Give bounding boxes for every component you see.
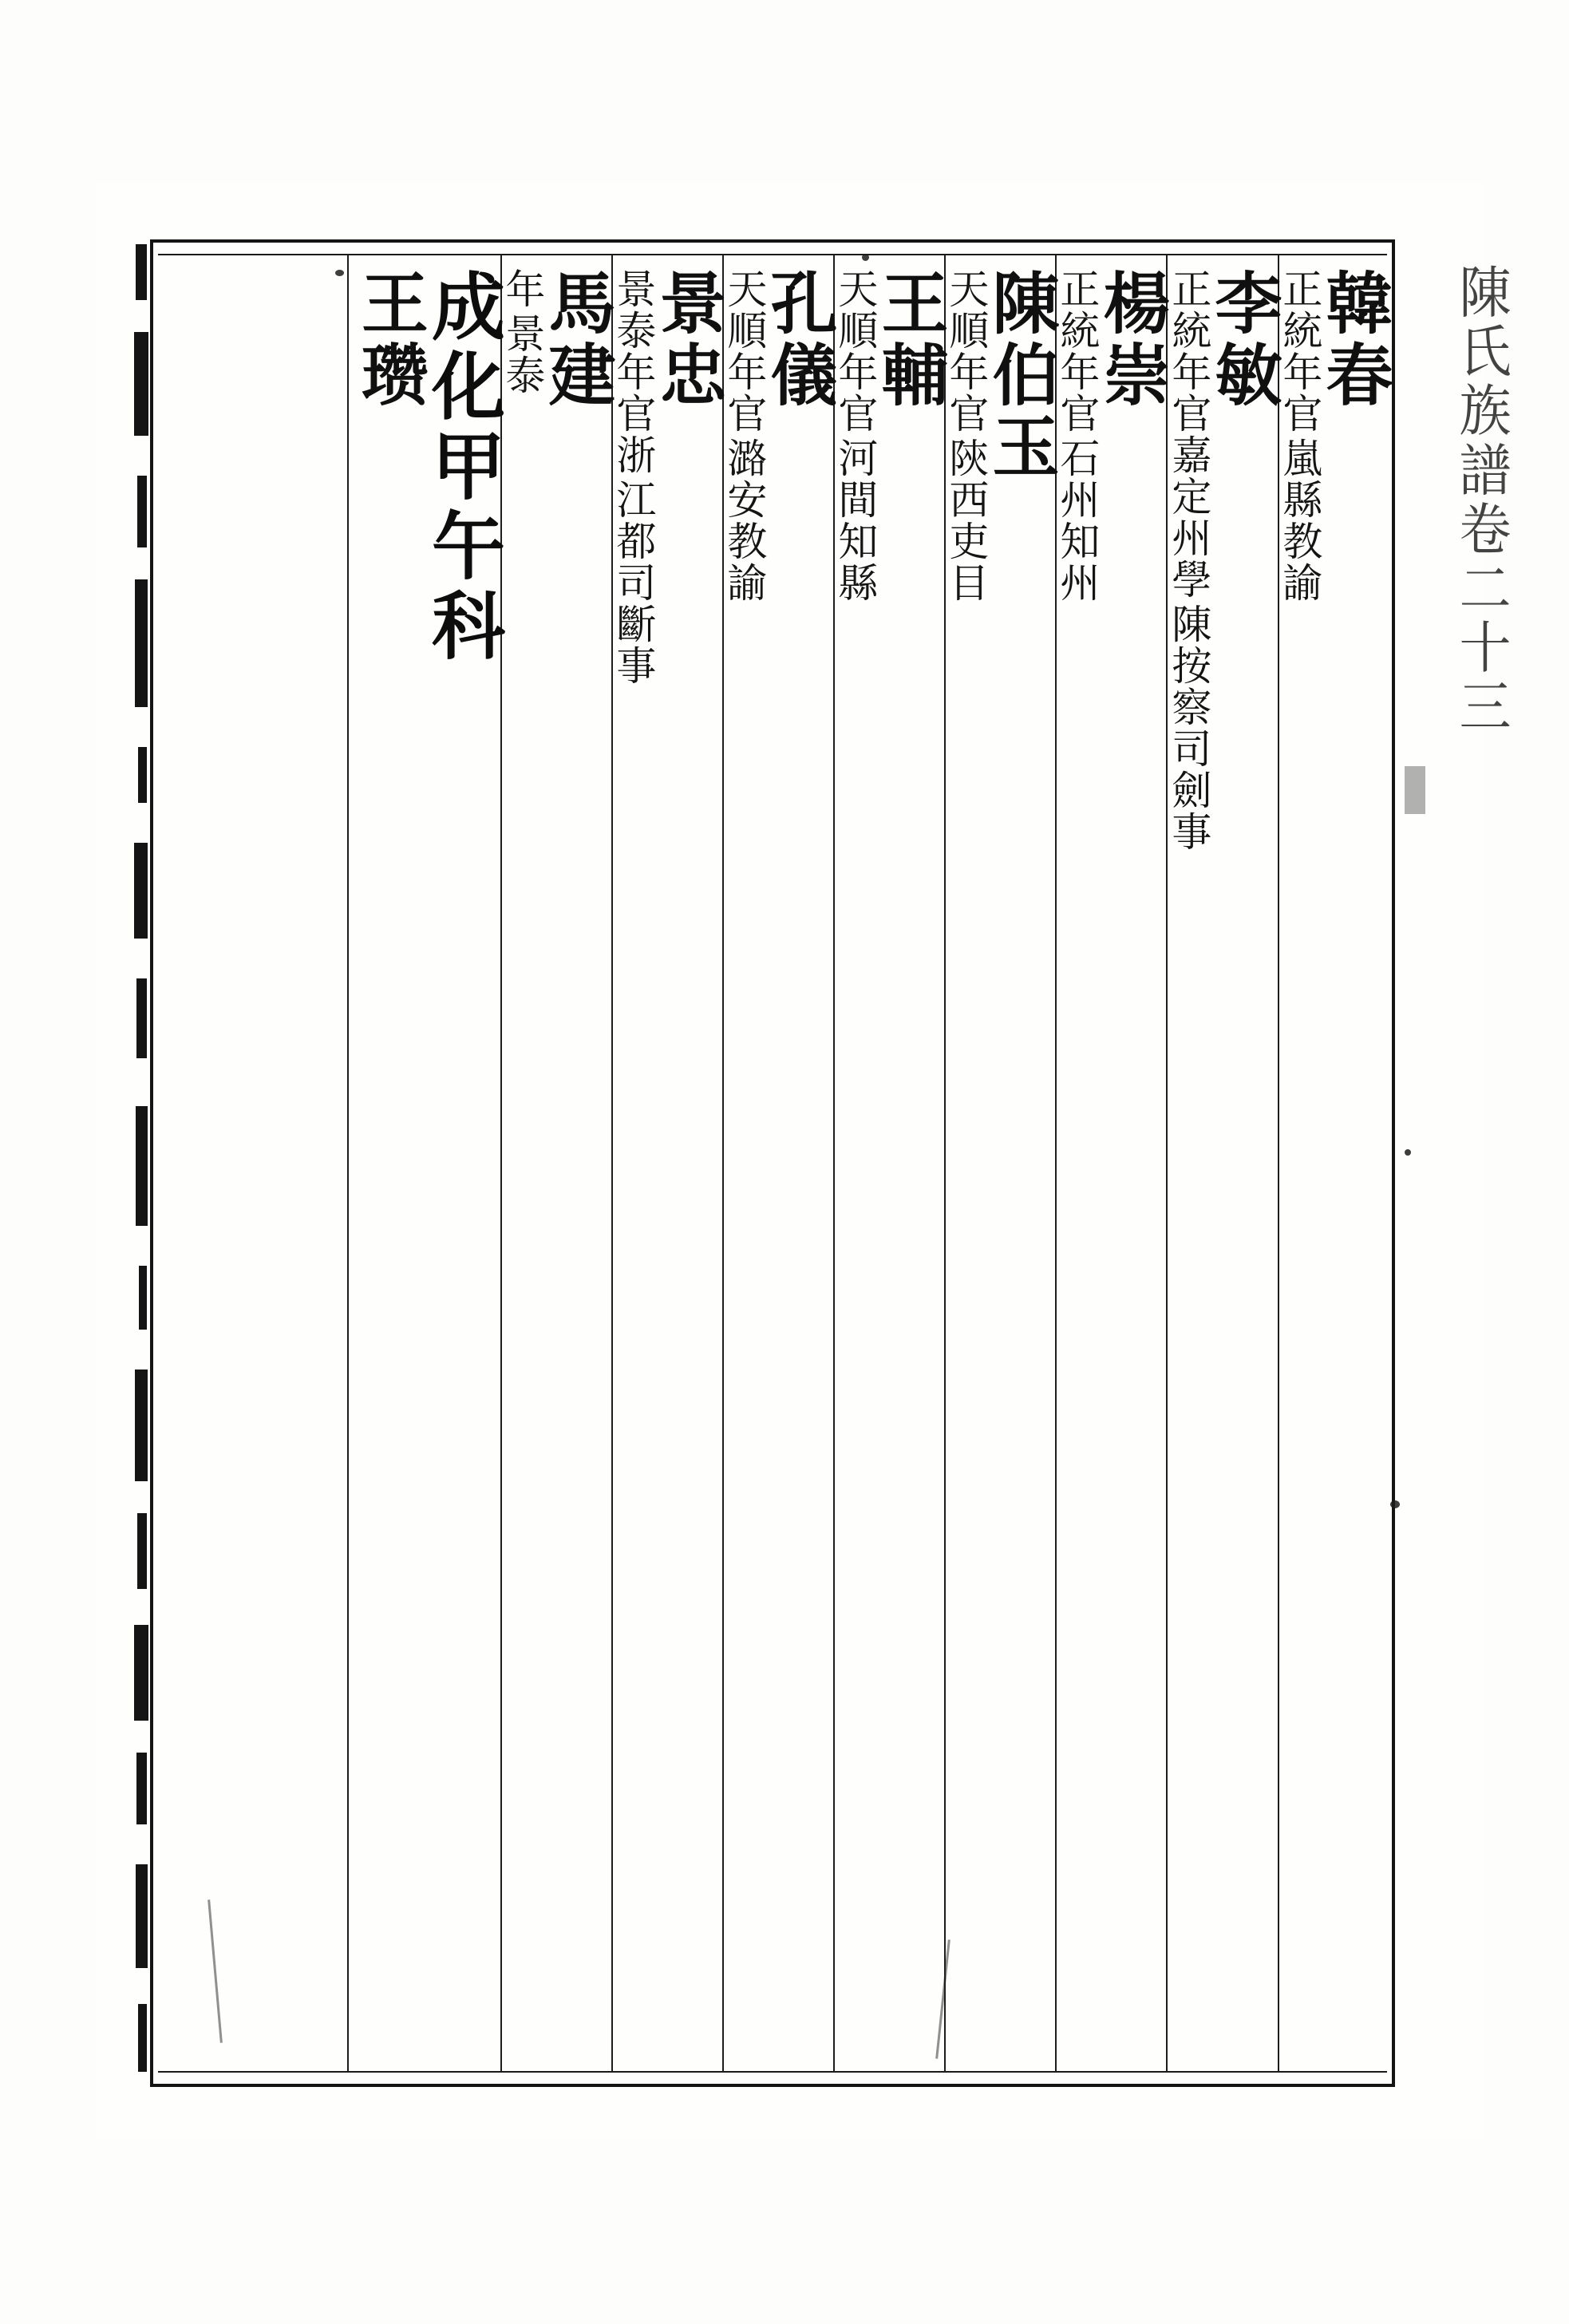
annotation-pair (499, 268, 546, 396)
ruled-text-columns (156, 254, 1394, 2072)
blank-column (255, 254, 347, 2072)
ink-speck (862, 254, 869, 261)
annotation-right: 正統年官嘉定州學 (1165, 268, 1212, 600)
margin-bleed-fragment (1425, 263, 1545, 1939)
entry-column-li-min[interactable] (1165, 254, 1283, 2072)
entry-column-wang-fu[interactable] (832, 254, 950, 2072)
ink-speck (1405, 1149, 1411, 1156)
entry-column-yang-chong[interactable] (1053, 254, 1172, 2072)
annotation-pair (1165, 268, 1212, 852)
person-name: 韓春 (1315, 268, 1394, 412)
annotation-right: 景泰年官浙 (610, 268, 657, 476)
annotation-right: 天順年官 (943, 268, 990, 434)
person-name: 景忠 (649, 268, 728, 412)
fragment-char: 卷 (1459, 496, 1512, 563)
annotation-left: 石州知州 (1053, 437, 1101, 603)
annotation-right: 正統年官 (1053, 268, 1101, 434)
entry-column-han-chun[interactable] (1276, 254, 1394, 2072)
ink-smudge (1405, 766, 1425, 814)
fragment-char: 十 (1459, 615, 1512, 682)
annotation-pair (610, 268, 657, 686)
annotation-right: 正統年官 (1276, 268, 1323, 434)
entry-column-jing-zhong[interactable] (610, 254, 728, 2072)
annotation-pair (832, 268, 879, 603)
entry-column-ma-jian[interactable] (499, 254, 617, 2072)
annotation-pair (1053, 268, 1101, 603)
person-name: 陳伯玉 (982, 268, 1061, 484)
annotation-pair (721, 268, 768, 603)
person-name: 王瓒 (350, 268, 430, 412)
person-name: 楊崇 (1093, 268, 1172, 412)
entry-column-chen-boyu[interactable] (943, 254, 1061, 2072)
person-name: 孔儀 (760, 268, 839, 412)
era-heading-column-chenghua-jiawu[interactable] (347, 254, 506, 2072)
annotation-left: 景泰 (499, 313, 546, 396)
ink-speck (1390, 1500, 1400, 1508)
fragment-char: 族 (1459, 378, 1512, 445)
fragment-char: 陳 (1459, 263, 1512, 326)
person-name: 王輔 (871, 268, 950, 412)
annotation-pair (1276, 268, 1323, 603)
fragment-char: 譜 (1459, 437, 1512, 504)
binding-edge-wear (134, 236, 155, 2092)
entry-column-kong-yi[interactable] (721, 254, 839, 2072)
annotation-left: 河間知縣 (832, 437, 879, 603)
annotation-left: 江都司斷事 (610, 479, 657, 686)
person-name: 馬建 (538, 268, 617, 412)
annotation-right: 天順年官 (721, 268, 768, 434)
era-heading: 成化甲午科 (420, 268, 506, 667)
person-name: 李敏 (1204, 268, 1283, 412)
ink-speck (335, 270, 344, 276)
annotation-left: 陳按察司劍事 (1165, 603, 1212, 852)
fragment-char: 氏 (1459, 319, 1512, 385)
fragment-char: 三 (1459, 674, 1512, 741)
annotation-left: 潞安教諭 (721, 437, 768, 603)
annotation-pair (943, 268, 990, 603)
annotation-right: 天順年官 (832, 268, 879, 434)
annotation-left: 陝西吏目 (943, 437, 990, 603)
fragment-char: 二 (1459, 555, 1512, 622)
annotation-left: 嵐縣教諭 (1276, 437, 1323, 603)
annotation-right: 年 (499, 268, 546, 310)
